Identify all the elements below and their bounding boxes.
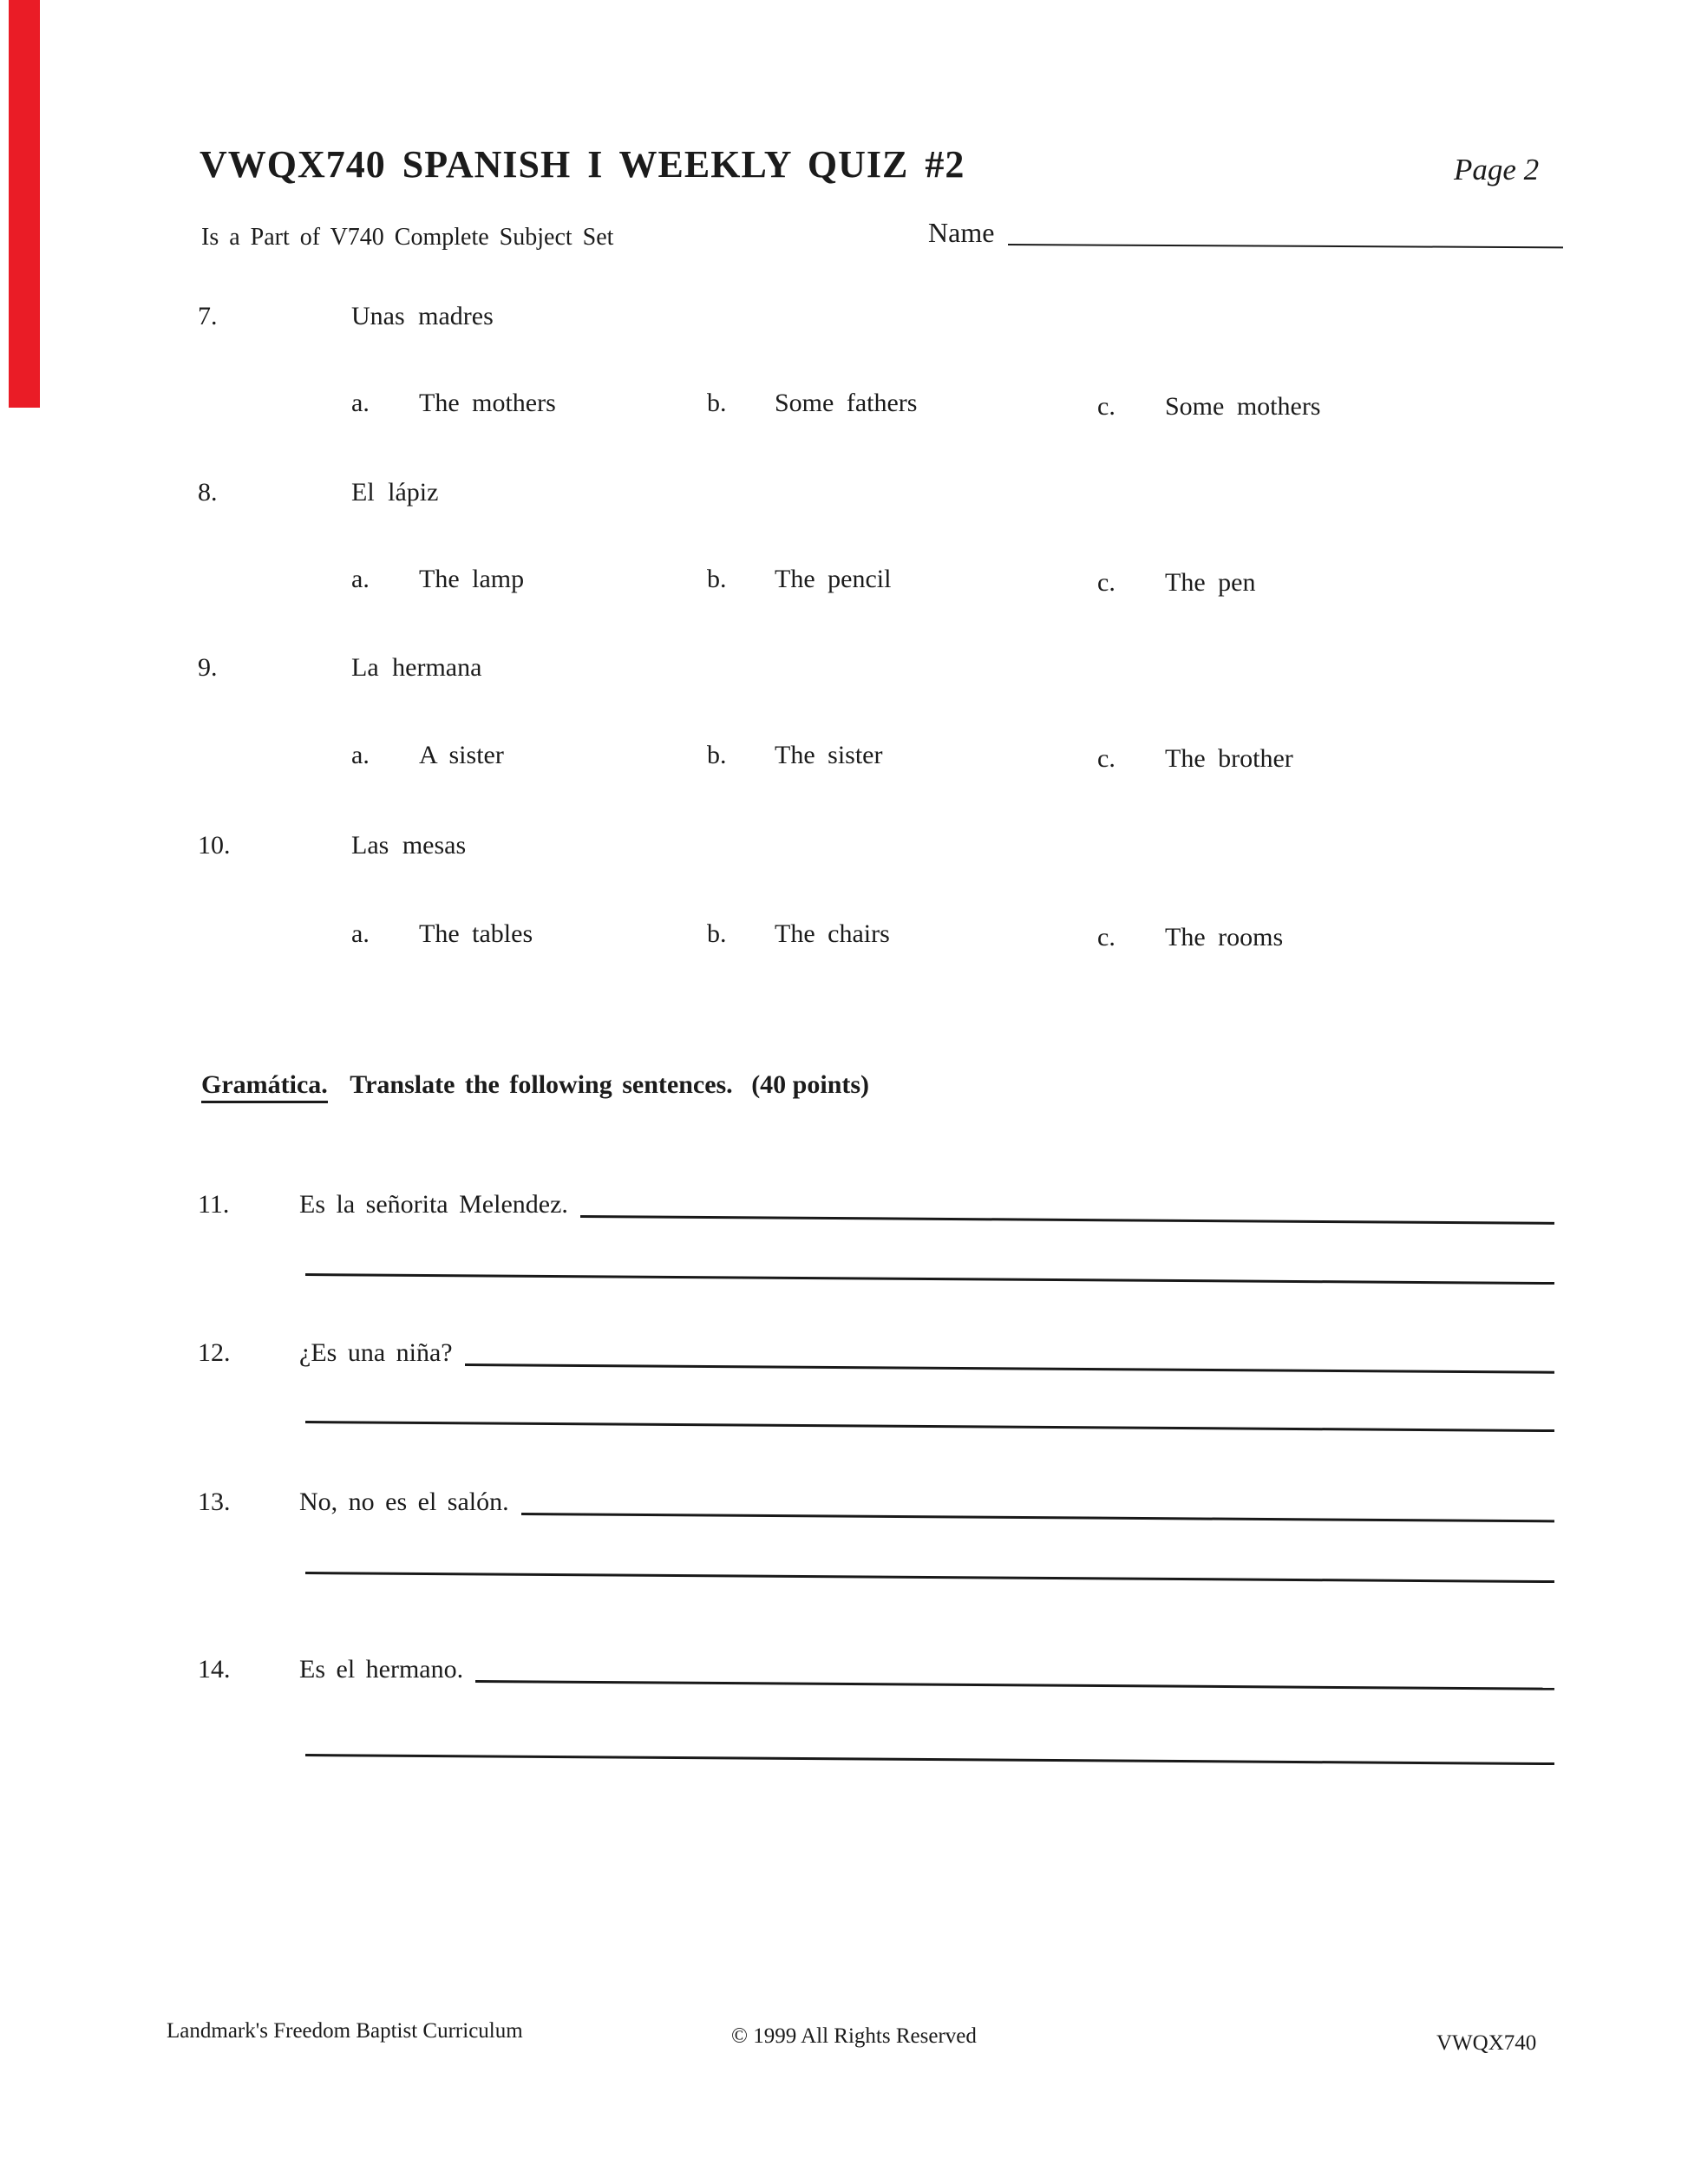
option-a <box>351 565 524 594</box>
question-number: 13. <box>198 1488 231 1516</box>
grammar-heading-instruction: Translate the following sentences. <box>350 1070 733 1099</box>
footer-copyright: © 1999 All Rights Reserved <box>731 2024 977 2048</box>
option-c <box>1097 568 1255 598</box>
name-blank-line <box>1008 244 1563 248</box>
question-prompt: Las mesas <box>351 831 467 860</box>
answer-blank-line-2 <box>305 1572 1554 1583</box>
page-title: VWQX740 SPANISH I WEEKLY QUIZ #2 <box>200 143 965 186</box>
question-prompt: ¿Es una niña? <box>299 1338 453 1367</box>
question-prompt: No, no es el salón. <box>299 1488 509 1516</box>
option-b <box>707 389 917 418</box>
question-number: 11. <box>198 1190 230 1219</box>
option-letter: b. <box>707 919 727 948</box>
translation-item <box>198 1655 1554 1684</box>
answer-blank-line <box>521 1513 1554 1522</box>
option-letter: a. <box>351 389 370 417</box>
option-text: The tables <box>419 919 533 948</box>
option-letter: c. <box>1097 392 1116 421</box>
option-letter: a. <box>351 565 370 593</box>
question-number: 8. <box>198 478 218 507</box>
option-b <box>707 741 882 770</box>
option-c <box>1097 744 1293 774</box>
option-text: The pencil <box>775 565 892 593</box>
option-text: The chairs <box>775 919 890 948</box>
answer-blank-line-2 <box>305 1273 1554 1285</box>
option-text: Some mothers <box>1165 392 1321 421</box>
option-letter: a. <box>351 919 370 948</box>
option-c <box>1097 392 1321 422</box>
answer-blank-line <box>465 1363 1554 1374</box>
question-prompt: El lápiz <box>351 478 439 507</box>
option-b <box>707 565 891 594</box>
option-text: The lamp <box>419 565 525 593</box>
page-number-label: Page 2 <box>1454 153 1540 186</box>
option-letter: b. <box>707 565 727 593</box>
translation-item <box>198 1338 1554 1368</box>
question-number: 14. <box>198 1655 231 1684</box>
subtitle: Is a Part of V740 Complete Subject Set <box>201 224 614 251</box>
option-letter: c. <box>1097 744 1116 773</box>
option-text: The pen <box>1165 568 1256 597</box>
question-number: 9. <box>198 653 218 682</box>
name-row <box>928 217 1563 249</box>
option-b <box>707 919 890 949</box>
grammar-heading-points: (40 points) <box>751 1070 870 1099</box>
answer-blank-line <box>475 1680 1554 1690</box>
option-a <box>351 741 504 770</box>
answer-blank-line-2 <box>305 1421 1554 1432</box>
grammar-heading-word: Gramática. <box>201 1070 328 1103</box>
option-text: The brother <box>1165 744 1293 773</box>
option-letter: b. <box>707 389 727 417</box>
translation-item <box>198 1488 1554 1517</box>
name-label: Name <box>928 217 995 248</box>
answer-blank-line-2 <box>305 1754 1554 1765</box>
question-prompt: Unas madres <box>351 302 494 330</box>
question-prompt: La hermana <box>351 653 482 682</box>
option-letter: b. <box>707 741 727 769</box>
question-prompt: Es la señorita Melendez. <box>299 1190 568 1219</box>
option-letter: c. <box>1097 923 1116 951</box>
option-text: A sister <box>419 741 504 769</box>
grammar-section-heading <box>201 1070 869 1100</box>
option-letter: c. <box>1097 568 1116 597</box>
answer-blank-line <box>580 1215 1554 1225</box>
option-a <box>351 919 533 949</box>
option-letter: a. <box>351 741 370 769</box>
translation-item <box>198 1190 1554 1220</box>
question-number: 10. <box>198 831 231 860</box>
footer-publisher: Landmark's Freedom Baptist Curriculum <box>167 2019 523 2043</box>
option-text: The mothers <box>419 389 556 417</box>
question-number: 12. <box>198 1338 231 1367</box>
red-scan-stripe <box>9 0 40 408</box>
question-prompt: Es el hermano. <box>299 1655 464 1684</box>
option-text: The rooms <box>1165 923 1284 951</box>
option-c <box>1097 923 1283 952</box>
option-text: Some fathers <box>775 389 918 417</box>
footer-code: VWQX740 <box>1436 2031 1537 2055</box>
option-text: The sister <box>775 741 883 769</box>
question-number: 7. <box>198 302 218 330</box>
option-a <box>351 389 556 418</box>
